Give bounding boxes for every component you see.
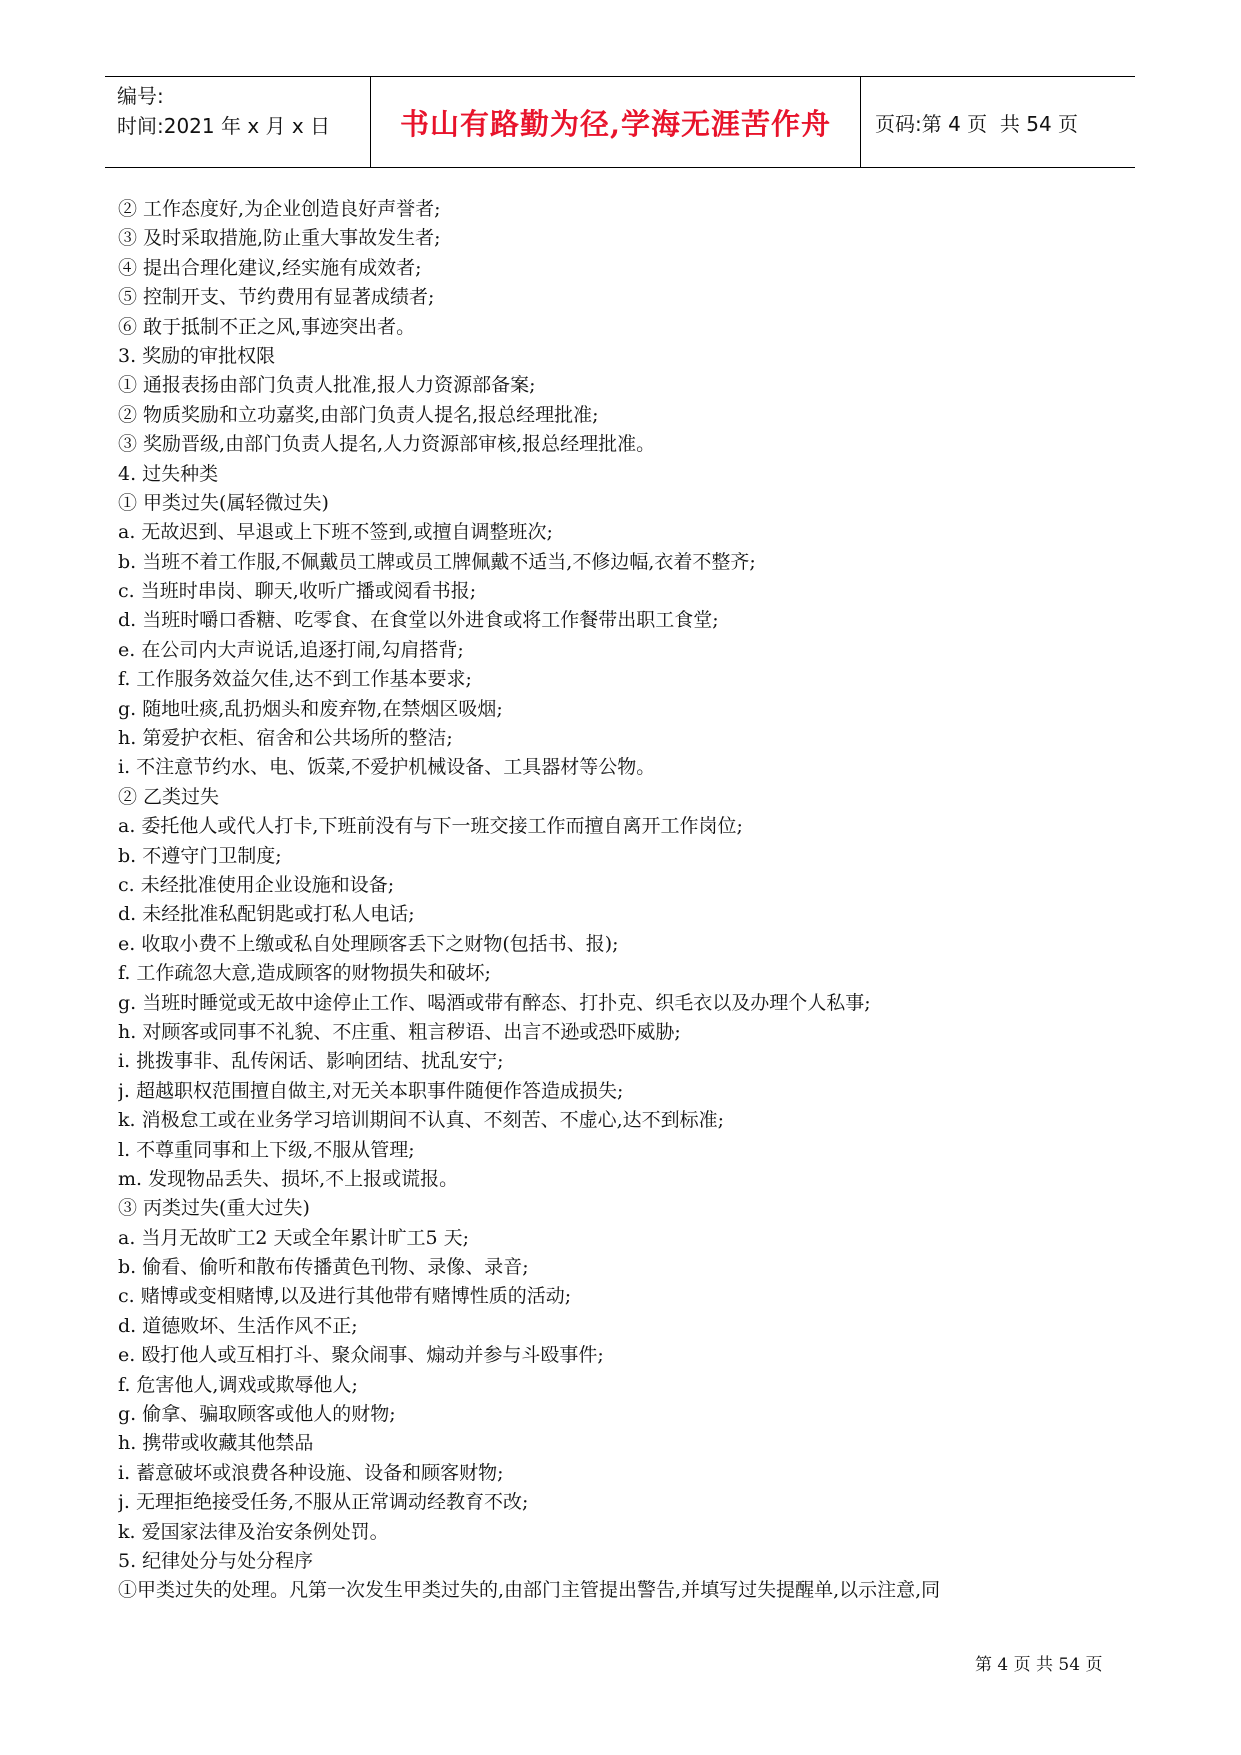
page-footer: 第 4 页 共 54 页 <box>975 1655 1103 1675</box>
body-line: f. 危害他人,调戏或欺辱他人; <box>118 1373 358 1396</box>
document-number-label: 编号: <box>117 84 164 108</box>
body-line: f. 工作疏忽大意,造成顾客的财物损失和破坏; <box>118 962 491 985</box>
body-line: e. 殴打他人或互相打斗、聚众闹事、煽动并参与斗殴事件; <box>118 1344 604 1367</box>
body-line: ③ 丙类过失(重大过失) <box>118 1197 310 1220</box>
body-line: d. 未经批准私配钥匙或打私人电话; <box>118 903 415 926</box>
body-line: i. 蓄意破坏或浪费各种设施、设备和顾客财物; <box>118 1461 504 1484</box>
body-line: ⑥ 敢于抵制不正之风,事迹突出者。 <box>118 315 416 338</box>
header-meta <box>105 77 371 167</box>
page-header <box>105 76 1135 168</box>
body-line: j. 无理拒绝接受任务,不服从正常调动经教育不改; <box>118 1491 529 1514</box>
header-page-label: 页码:第 4 页 共 54 页 <box>875 111 1079 136</box>
body-line: b. 偷看、偷听和散布传播黄色刊物、录像、录音; <box>118 1256 529 1279</box>
body-line: ② 工作态度好,为企业创造良好声誉者; <box>118 198 441 220</box>
body-line: k. 消极怠工或在业务学习培训期间不认真、不刻苦、不虚心,达不到标准; <box>118 1109 725 1132</box>
body-line: ⑤ 控制开支、节约费用有显著成绩者; <box>118 286 435 309</box>
body-line: ② 乙类过失 <box>118 785 220 808</box>
body-line: i. 挑拨事非、乱传闲话、影响团结、扰乱安宁; <box>118 1050 504 1073</box>
body-line: 3. 奖励的审批权限 <box>118 344 276 367</box>
body-line: ①甲类过失的处理。凡第一次发生甲类过失的,由部门主管提出警告,并填写过失提醒单,以示注意,同 <box>118 1579 941 1602</box>
body-line: g. 随地吐痰,乱扔烟头和废弃物,在禁烟区吸烟; <box>118 697 503 720</box>
body-line: l. 不尊重同事和上下级,不服从管理; <box>118 1138 415 1161</box>
body-line: g. 当班时睡觉或无故中途停止工作、喝酒或带有醉态、打扑克、织毛衣以及办理个人私事; <box>118 991 871 1014</box>
header-motto: 书山有路勤为径,学海无涯苦作舟 <box>371 77 861 167</box>
body-line: j. 超越职权范围擅自做主,对无关本职事件随便作答造成损失; <box>118 1079 624 1102</box>
body-line: c. 赌博或变相赌博,以及进行其他带有赌博性质的活动; <box>118 1285 572 1308</box>
document-time-label: 时间:2021 年 x 月 x 日 <box>117 114 331 138</box>
body-line: 5. 纪律处分与处分程序 <box>118 1549 314 1572</box>
body-line: k. 爱国家法律及治安条例处罚。 <box>118 1520 389 1543</box>
body-line: ① 甲类过失(属轻微过失) <box>118 491 329 514</box>
body-line: h. 携带或收藏其他禁品 <box>118 1432 314 1455</box>
body-line: a. 委托他人或代人打卡,下班前没有与下一班交接工作而擅自离开工作岗位; <box>118 815 743 838</box>
body-line: h. 第爱护衣柜、宿舍和公共场所的整洁; <box>118 727 453 750</box>
body-line: e. 收取小费不上缴或私自处理顾客丢下之财物(包括书、报); <box>118 932 619 955</box>
body-line: c. 未经批准使用企业设施和设备; <box>118 873 395 896</box>
body-line: a. 当月无故旷工2 天或全年累计旷工5 天; <box>118 1226 470 1249</box>
body-line: f. 工作服务效益欠佳,达不到工作基本要求; <box>118 668 472 691</box>
body-line: ③ 奖励晋级,由部门负责人提名,人力资源部审核,报总经理批准。 <box>118 433 656 456</box>
body-line: c. 当班时串岗、聊天,收听广播或阅看书报; <box>118 580 477 603</box>
body-line: d. 道德败坏、生活作风不正; <box>118 1314 358 1337</box>
body-line: ③ 及时采取措施,防止重大事故发生者; <box>118 227 441 250</box>
body-line: d. 当班时嚼口香糖、吃零食、在食堂以外进食或将工作餐带出职工食堂; <box>118 609 719 632</box>
body-line: b. 当班不着工作服,不佩戴员工牌或员工牌佩戴不适当,不修边幅,衣着不整齐; <box>118 550 756 573</box>
document-body <box>118 195 1138 1606</box>
body-line: ④ 提出合理化建议,经实施有成效者; <box>118 256 422 279</box>
header-page-info <box>861 77 1135 167</box>
body-line: 4. 过失种类 <box>118 462 219 485</box>
body-line: b. 不遵守门卫制度; <box>118 844 282 867</box>
body-line: e. 在公司内大声说话,追逐打闹,勾肩搭背; <box>118 638 464 661</box>
body-line: ① 通报表扬由部门负责人批准,报人力资源部备案; <box>118 374 536 397</box>
body-line: g. 偷拿、骗取顾客或他人的财物; <box>118 1403 396 1426</box>
body-line: m. 发现物品丢失、损坏,不上报或谎报。 <box>118 1167 459 1190</box>
body-line: i. 不注意节约水、电、饭菜,不爱护机械设备、工具器材等公物。 <box>118 756 656 779</box>
body-line: h. 对顾客或同事不礼貌、不庄重、粗言秽语、出言不逊或恐吓威胁; <box>118 1020 681 1043</box>
body-line: ② 物质奖励和立功嘉奖,由部门负责人提名,报总经理批准; <box>118 403 599 426</box>
body-line: a. 无故迟到、早退或上下班不签到,或擅自调整班次; <box>118 521 553 544</box>
